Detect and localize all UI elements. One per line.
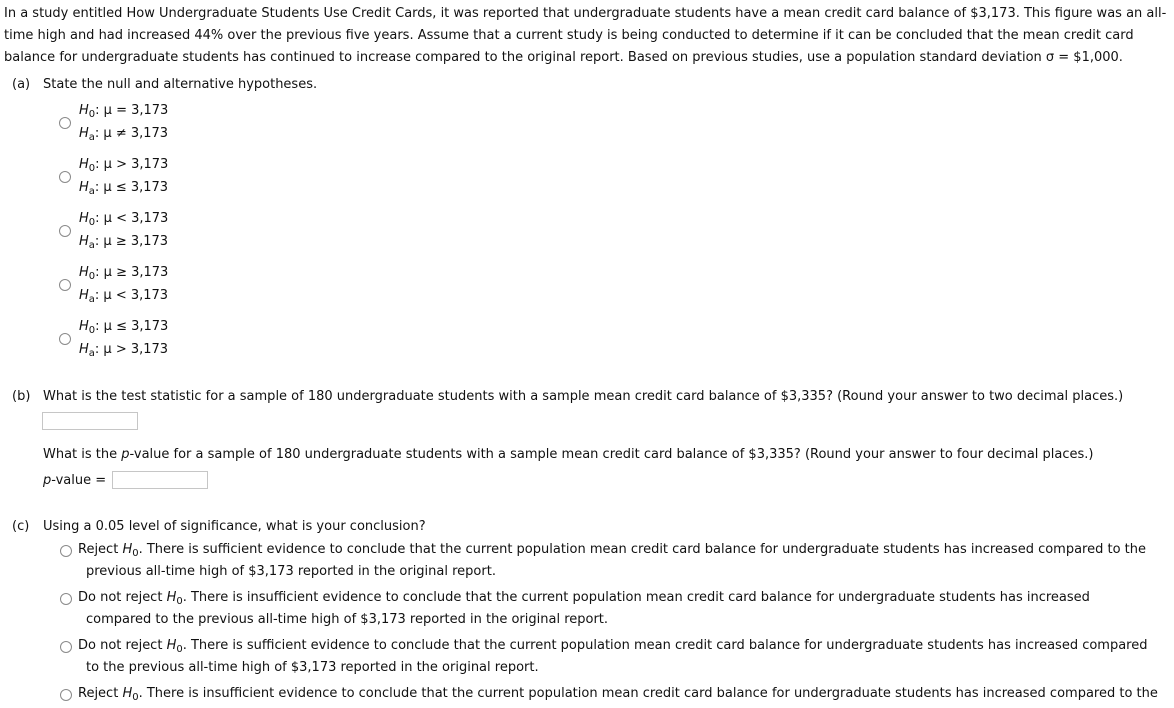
hypothesis-option-3-radio[interactable]	[59, 225, 71, 237]
hypothesis-option-3[interactable]	[79, 211, 168, 257]
ha-line: $H_a$: μ ≠ 3,173	[79, 126, 169, 143]
hypothesis-option-1[interactable]	[79, 103, 168, 149]
hypothesis-option-5-radio[interactable]	[59, 333, 71, 345]
hypothesis-option-2-radio[interactable]	[59, 171, 71, 183]
conclusion-option-4-radio[interactable]	[60, 689, 72, 701]
hypothesis-option-4[interactable]	[79, 265, 168, 311]
ha-line: $H_a$: μ > 3,173	[79, 342, 169, 359]
h0-line: $H_0$: μ ≤ 3,173	[79, 319, 169, 336]
part-a-label: (a)	[12, 77, 31, 92]
ha-line: $H_a$: μ ≥ 3,173	[79, 234, 169, 251]
hypothesis-option-1-radio[interactable]	[59, 117, 71, 129]
conclusion-option-3[interactable]: Do not reject $H_0$. There is sufficient evidence to conclude that the current population mean credit card balance for undergraduate students has increased compared to the previous all-time high of $3,173 reported in the original report.	[78, 638, 1148, 675]
pvalue-label: p-value =	[43, 473, 107, 488]
h0-line: $H_0$: μ > 3,173	[79, 157, 169, 174]
problem-intro: In a study entitled How Undergraduate Students Use Credit Cards, it was reported that undergraduate students have a mean credit card balance of $3,173. This figure was an all-time high and had increased 44% over the previous five years. Assume that a current study is being conducted to determine if it can be concluded that the mean credit card balance for undergraduate students has continued to increase compared to the original report. Based on previous studies, use a population standard deviation σ = $1,000.	[4, 6, 1167, 65]
conclusion-option-1[interactable]: Reject $H_0$. There is sufficient evidence to conclude that the current population mean credit card balance for undergraduate students has increased compared to the previous all-time high of $3,173 reported in the original report.	[78, 542, 1147, 579]
ha-line: $H_a$: μ ≤ 3,173	[79, 180, 169, 197]
conclusion-option-2[interactable]: Do not reject $H_0$. There is insufficient evidence to conclude that the current population mean credit card balance for undergraduate students has increased compared to the previous all-time high of $3,173 reported in the original report.	[78, 590, 1090, 627]
part-c-label: (c)	[12, 519, 30, 534]
hypothesis-option-5[interactable]	[79, 319, 168, 365]
part-b-label: (b)	[12, 389, 31, 404]
ha-line: $H_a$: μ < 3,173	[79, 288, 169, 305]
conclusion-option-2-radio[interactable]	[60, 593, 72, 605]
part-a-question: State the null and alternative hypotheses.	[43, 77, 318, 92]
pvalue-input[interactable]	[112, 471, 208, 489]
part-b-question-pvalue: What is the p-value for a sample of 180 undergraduate students with a sample mean credit card balance of $3,335? (Round your answer to four decimal places.)	[43, 447, 1094, 462]
conclusion-option-4[interactable]: Reject $H_0$. There is insufficient evidence to conclude that the current population mean credit card balance for undergraduate students has increased compared to the	[78, 686, 1158, 703]
h0-line: $H_0$: μ = 3,173	[79, 103, 169, 120]
hypothesis-option-4-radio[interactable]	[59, 279, 71, 291]
test-statistic-input[interactable]	[42, 412, 138, 430]
part-b-question-test-statistic: What is the test statistic for a sample of 180 undergraduate students with a sample mean credit card balance of $3,335? (Round your answer to two decimal places.)	[43, 389, 1124, 404]
hypothesis-option-2[interactable]	[79, 157, 168, 203]
h0-line: $H_0$: μ < 3,173	[79, 211, 169, 228]
conclusion-option-1-radio[interactable]	[60, 545, 72, 557]
h0-line: $H_0$: μ ≥ 3,173	[79, 265, 169, 282]
part-c-question: Using a 0.05 level of significance, what is your conclusion?	[43, 519, 426, 534]
conclusion-option-3-radio[interactable]	[60, 641, 72, 653]
